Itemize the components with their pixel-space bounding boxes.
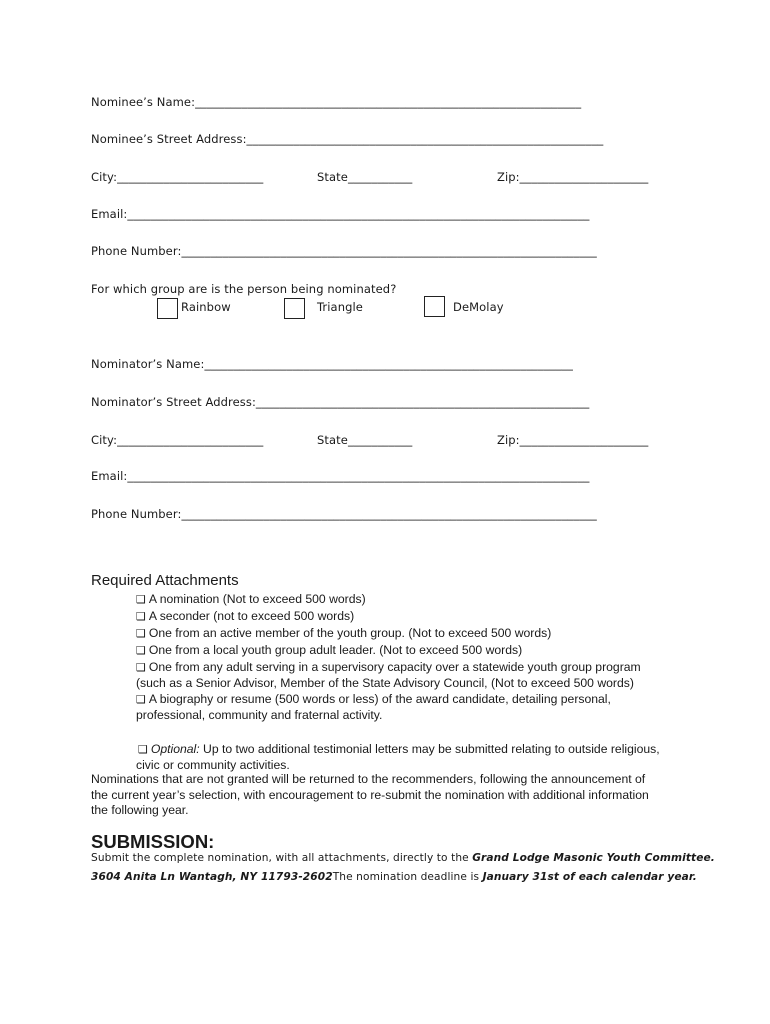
- triangle-label: Triangle: [317, 300, 363, 314]
- optional-label: Optional:: [150, 742, 200, 756]
- nominee-city-field[interactable]: City:_________________________: [91, 170, 264, 184]
- checkbox-icon: ❑: [138, 743, 148, 756]
- nominator-phone-field[interactable]: Phone Number:_______________________________________________________________________: [91, 507, 597, 521]
- committee-name: Grand Lodge Masonic Youth Committee.: [472, 852, 715, 864]
- attachment-item: ❑ A nomination (Not to exceed 500 words): [136, 592, 366, 606]
- nominee-phone-field[interactable]: Phone Number:_______________________________________________________________________: [91, 244, 597, 258]
- note-line: the following year.: [91, 803, 189, 817]
- submission-line-1: Submit the complete nomination, with all attachments, directly to the Grand Lodge Masonic Youth Committee.: [91, 852, 715, 864]
- nominee-zip-field[interactable]: Zip:______________________: [497, 170, 649, 184]
- nominator-name-field[interactable]: Nominator’s Name:_______________________________________________________________: [91, 357, 573, 371]
- nominee-street-field[interactable]: Nominee’s Street Address:_____________________________________________________________: [91, 132, 604, 146]
- rainbow-label: Rainbow: [181, 300, 231, 314]
- checkbox-icon: ❑: [136, 593, 146, 606]
- note-line: the current year’s selection, with encouragement to re-submit the nomination with additional information: [91, 788, 649, 802]
- submission-title: SUBMISSION:: [91, 831, 215, 852]
- group-question: For which group are is the person being nominated?: [91, 282, 397, 296]
- note-line: Nominations that are not granted will be returned to the recommenders, following the announcement of: [91, 772, 646, 786]
- attachment-item: ❑ A biography or resume (500 words or less) of the award candidate, detailing personal,: [136, 692, 611, 706]
- checkbox-icon: ❑: [136, 693, 146, 706]
- demolay-label: DeMolay: [453, 300, 504, 314]
- nominator-city-field[interactable]: City:_________________________: [91, 433, 264, 447]
- nominee-state-field[interactable]: State___________: [317, 170, 413, 184]
- nominator-state-field[interactable]: State___________: [317, 433, 413, 447]
- checkbox-icon: ❑: [136, 610, 146, 623]
- optional-continuation: civic or community activities.: [136, 758, 290, 772]
- attachment-item: ❑ One from an active member of the youth group. (Not to exceed 500 words): [136, 626, 552, 640]
- attachment-item-continuation: (such as a Senior Advisor, Member of the State Advisory Council, (Not to exceed 500 words): [136, 676, 634, 690]
- nominee-email-field[interactable]: Email:_______________________________________________________________________________: [91, 207, 590, 221]
- rainbow-checkbox[interactable]: [157, 298, 178, 319]
- checkbox-icon: ❑: [136, 627, 146, 640]
- attachments-title: Required Attachments: [91, 572, 239, 589]
- nominee-name-field[interactable]: Nominee’s Name:__________________________________________________________________: [91, 95, 582, 109]
- nominator-street-field[interactable]: Nominator’s Street Address:_________________________________________________________: [91, 395, 590, 409]
- deadline: January 31st of each calendar year.: [482, 871, 697, 883]
- optional-item: ❑ Optional: Up to two additional testimonial letters may be submitted relating to outside religious,: [138, 742, 660, 756]
- attachment-item: ❑ One from any adult serving in a supervisory capacity over a statewide youth group program: [136, 660, 641, 674]
- demolay-checkbox[interactable]: [424, 296, 445, 317]
- attachment-item-continuation: professional, community and fraternal activity.: [136, 708, 383, 722]
- nominator-email-field[interactable]: Email:_______________________________________________________________________________: [91, 469, 590, 483]
- triangle-checkbox[interactable]: [284, 298, 305, 319]
- attachment-item: ❑ A seconder (not to exceed 500 words): [136, 609, 355, 623]
- nominator-zip-field[interactable]: Zip:______________________: [497, 433, 649, 447]
- attachment-item: ❑ One from a local youth group adult leader. (Not to exceed 500 words): [136, 643, 523, 657]
- checkbox-icon: ❑: [136, 661, 146, 674]
- submission-line-2: 3604 Anita Ln Wantagh, NY 11793-2602The nomination deadline is January 31st of each calendar year.: [91, 871, 697, 883]
- committee-address: 3604 Anita Ln Wantagh, NY 11793-2602: [91, 871, 333, 883]
- checkbox-icon: ❑: [136, 644, 146, 657]
